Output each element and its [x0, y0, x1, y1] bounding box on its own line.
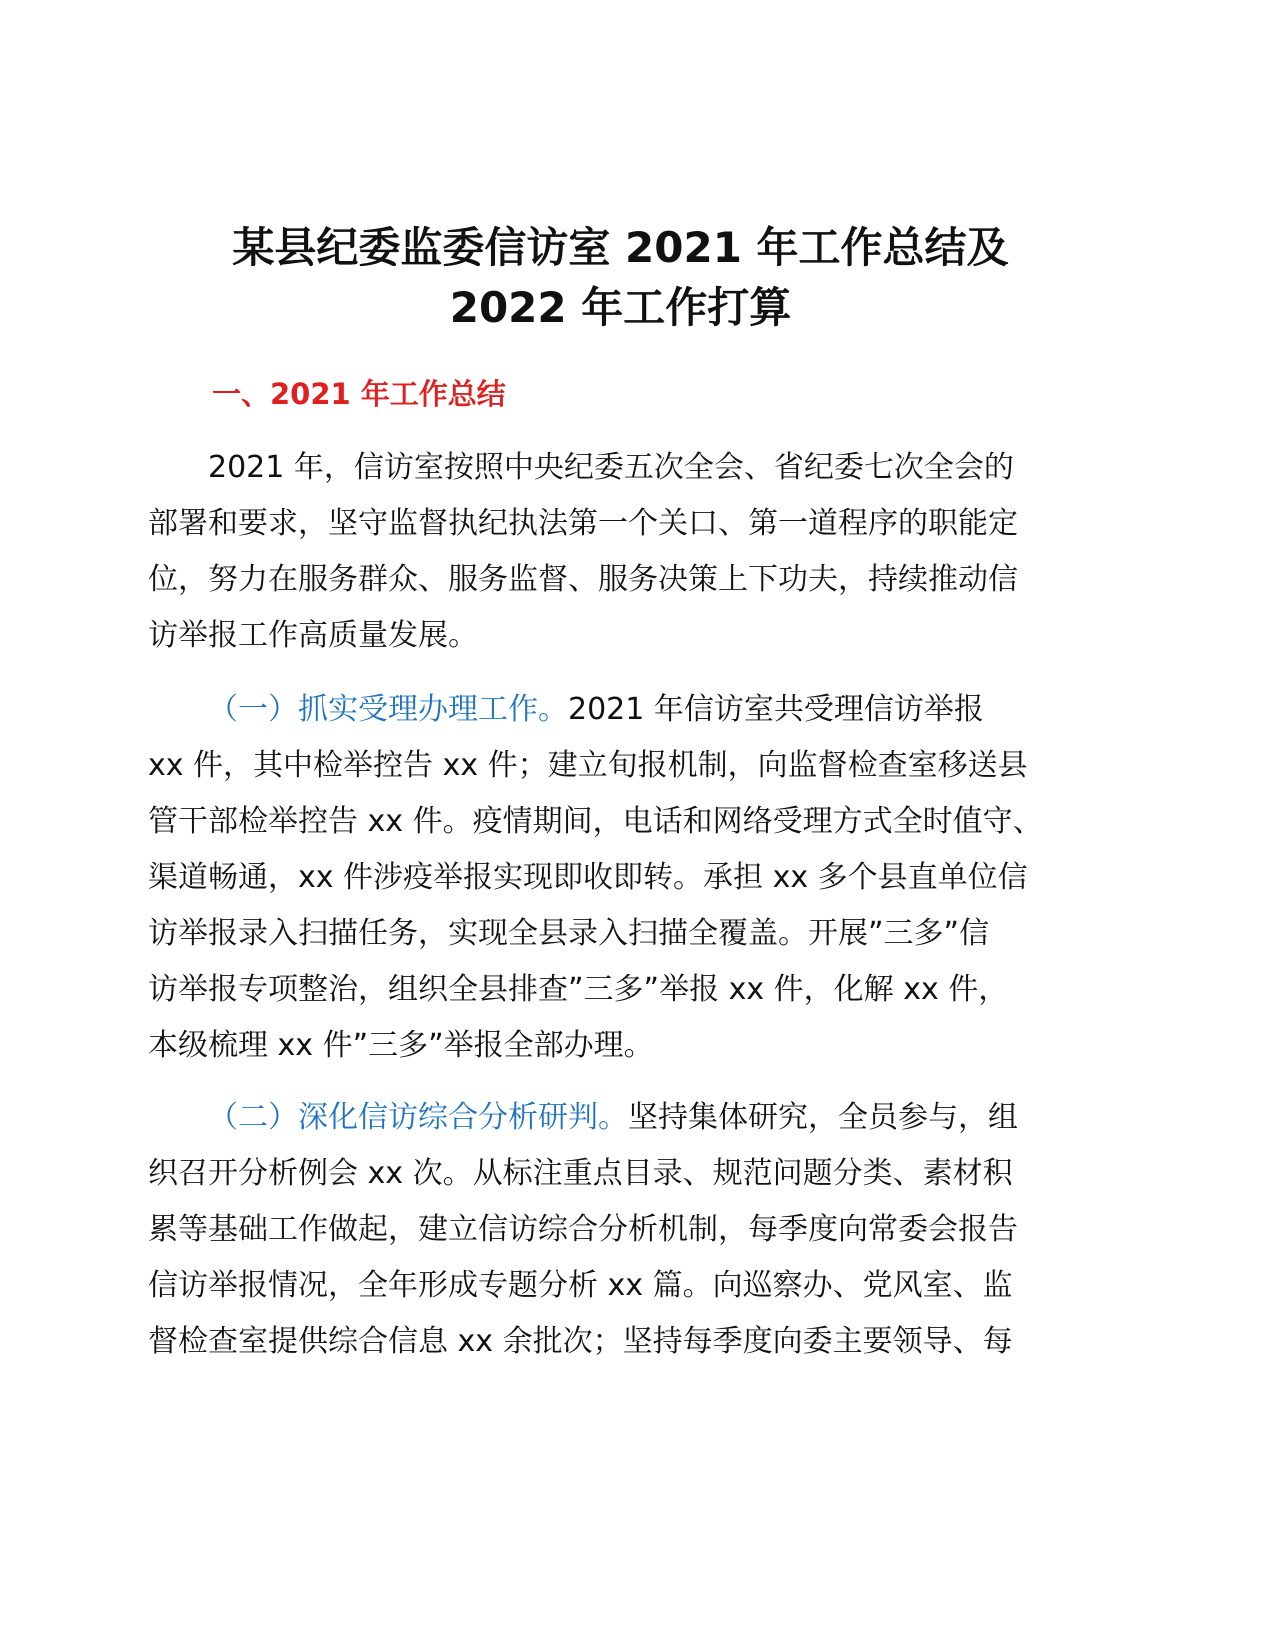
paragraph-line: 部署和要求，坚守监督执纪执法第一个关口、第一道程序的职能定	[148, 506, 1018, 541]
paragraph-first-line	[148, 1090, 1093, 1146]
paragraph-2	[148, 682, 1093, 1074]
paragraph-line: 信访举报情况，全年形成专题分析 xx 篇。向巡察办、党风室、监	[148, 1268, 1013, 1303]
subheading-2: （二）深化信访综合分析研判。	[208, 1100, 628, 1135]
paragraph-first-line	[148, 682, 1093, 738]
document-title	[148, 218, 1093, 338]
paragraph-line: xx 件，其中检举控告 xx 件；建立旬报机制，向监督检查室移送县	[148, 748, 1028, 783]
title-line-1: 某县纪委监委信访室 2021 年工作总结及	[232, 223, 1009, 272]
subheading-1: （一）抓实受理办理工作。	[208, 692, 568, 727]
paragraph-text: 2021 年信访室共受理信访举报	[568, 692, 984, 727]
paragraph-3	[148, 1090, 1093, 1370]
paragraph-line: 渠道畅通，xx 件涉疫举报实现即收即转。承担 xx 多个县直单位信	[148, 860, 1028, 895]
paragraph-line: 督检查室提供综合信息 xx 余批次；坚持每季度向委主要领导、每	[148, 1324, 1013, 1359]
paragraph-line: 管干部检举控告 xx 件。疫情期间，电话和网络受理方式全时值守、	[148, 804, 1043, 839]
paragraph-1	[148, 440, 1093, 664]
paragraph-text: 坚持集体研究，全员参与，组	[628, 1100, 1018, 1135]
paragraph-line: 位，努力在服务群众、服务监督、服务决策上下功夫，持续推动信	[148, 562, 1018, 597]
paragraph-line: 织召开分析例会 xx 次。从标注重点目录、规范问题分类、素材积	[148, 1156, 1013, 1191]
paragraph-line: 2021 年，信访室按照中央纪委五次全会、省纪委七次全会的	[208, 450, 1014, 485]
paragraph-line: 本级梳理 xx 件”三多”举报全部办理。	[148, 1028, 654, 1063]
title-line-2: 2022 年工作打算	[449, 283, 792, 332]
paragraph-line: 访举报录入扫描任务，实现全县录入扫描全覆盖。开展”三多”信	[148, 916, 990, 951]
paragraph-line: 访举报专项整治，组织全县排查”三多”举报 xx 件，化解 xx 件，	[148, 972, 1009, 1007]
paragraph-line: 访举报工作高质量发展。	[148, 618, 478, 653]
section-heading-1: 一、2021 年工作总结	[212, 377, 506, 411]
paragraph-line: 累等基础工作做起，建立信访综合分析机制，每季度向常委会报告	[148, 1212, 1018, 1247]
